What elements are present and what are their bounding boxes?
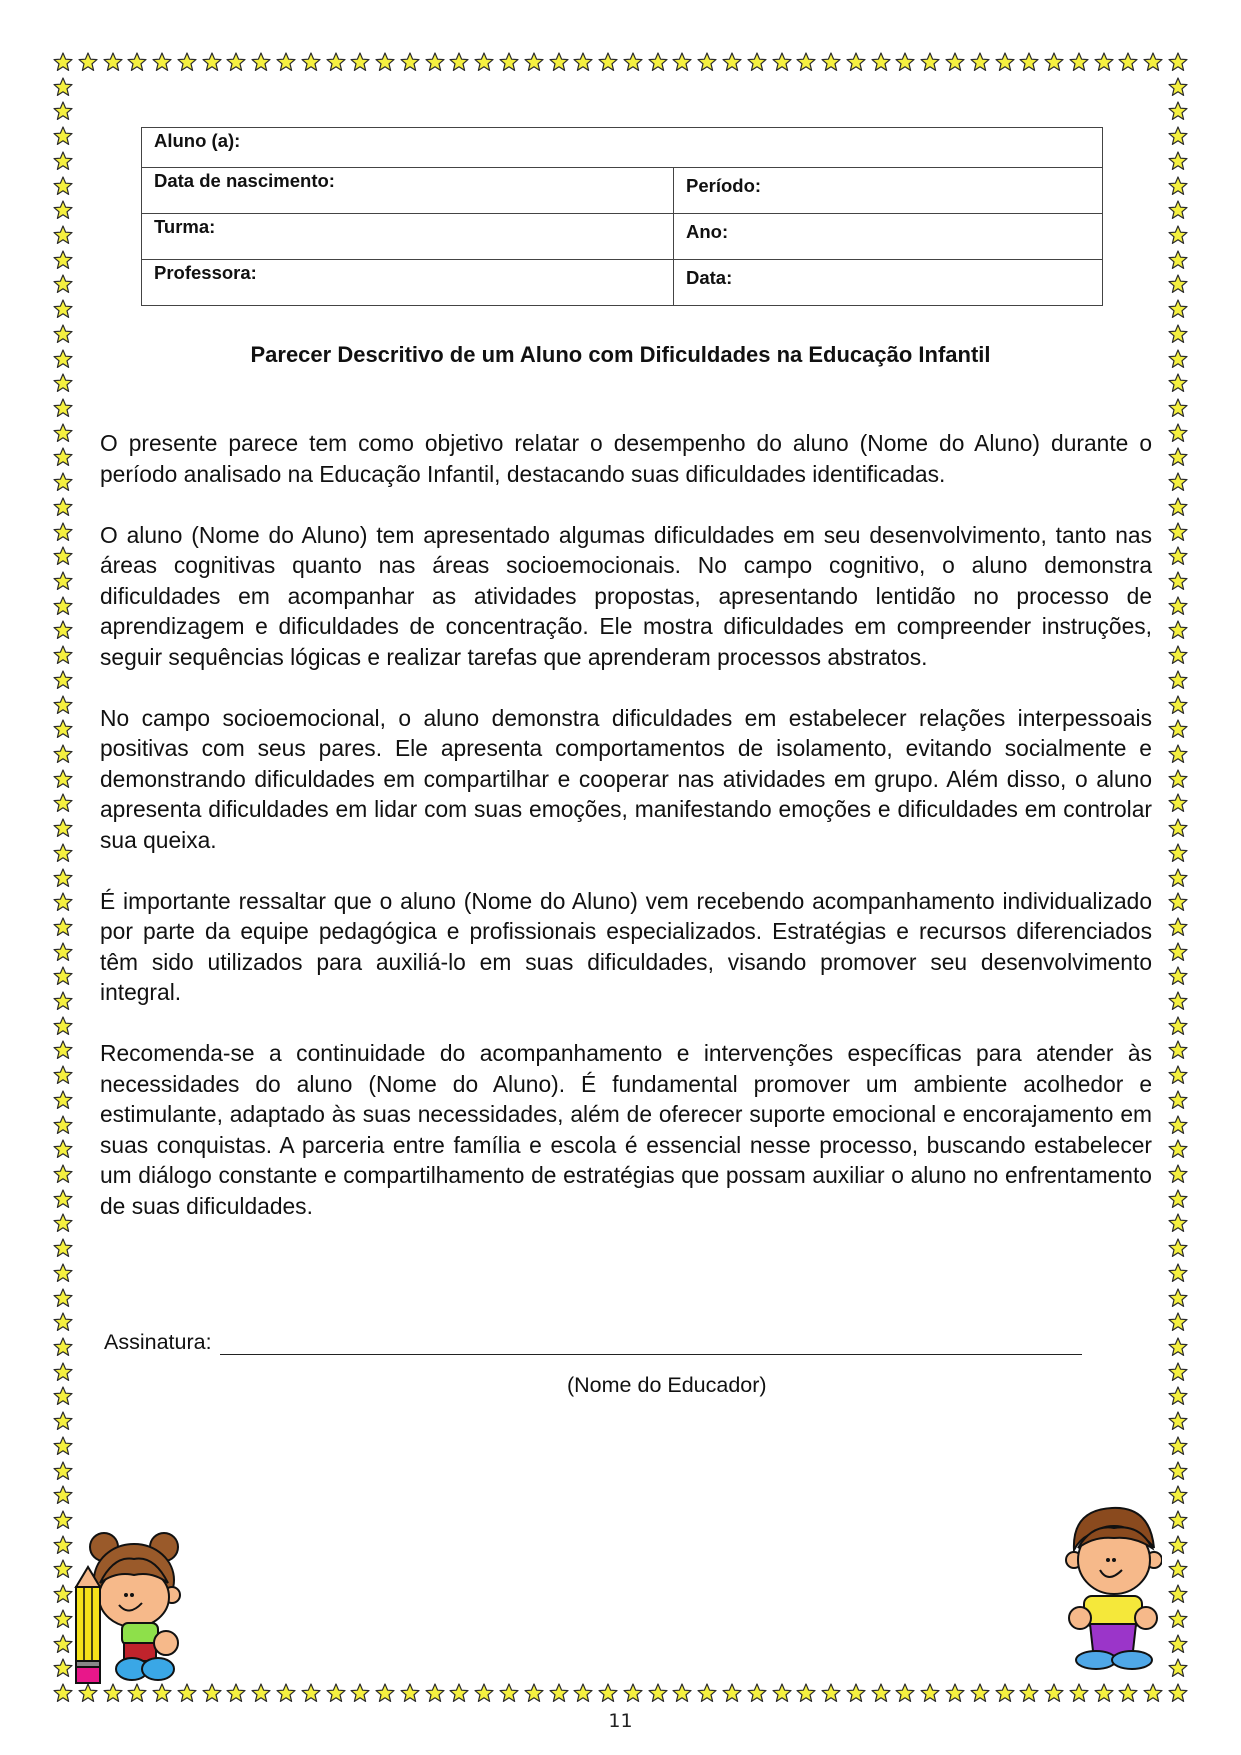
star-icon	[697, 1683, 717, 1703]
star-icon	[648, 1683, 668, 1703]
star-icon	[53, 991, 73, 1011]
table-row	[142, 128, 1103, 168]
star-icon	[1168, 1312, 1188, 1332]
star-icon	[499, 52, 519, 72]
star-icon	[1168, 324, 1188, 344]
star-icon	[995, 52, 1015, 72]
star-icon	[796, 52, 816, 72]
star-icon	[251, 52, 271, 72]
star-icon	[1168, 447, 1188, 467]
star-icon	[350, 1683, 370, 1703]
paragraph-support: É importante ressaltar que o aluno (Nome do Aluno) vem recebendo acompanhamento individualizado por parte da equipe pedagógica e profissionais especializados. Estratégias e recursos diferenciados têm sido utilizados para auxiliá-lo em suas dificuldades, visando promover seu desenvolvimento integral.	[100, 887, 1152, 1005]
star-icon	[598, 52, 618, 72]
star-icon	[1168, 52, 1188, 72]
star-icon	[846, 52, 866, 72]
star-icon	[53, 77, 73, 97]
star-icon	[78, 52, 98, 72]
star-icon	[103, 52, 123, 72]
star-icon	[1168, 423, 1188, 443]
paragraph-cognitive: O aluno (Nome do Aluno) tem apresentado algumas dificuldades em seu desenvolvimento, tanto nas áreas cognitivas quanto nas áreas socioemocionais. No campo cognitivo, o aluno demonstra dificuldades em acompanhar as atividades propostas, apresentando lentidão no processo de aprendizagem e dificuldades de concentração. Ele mostra dificuldades em compreender instruções, seguir sequências lógicas e realizar tarefas que aprenderam processos abstratos.	[100, 521, 1152, 670]
star-icon	[1168, 373, 1188, 393]
star-icon	[425, 1683, 445, 1703]
star-icon	[1168, 991, 1188, 1011]
star-icon	[53, 1683, 73, 1703]
star-icon	[1168, 1090, 1188, 1110]
star-icon	[1168, 892, 1188, 912]
star-icon	[53, 447, 73, 467]
star-icon	[1168, 1139, 1188, 1159]
student-name-field[interactable]	[142, 128, 1103, 168]
star-icon	[1168, 596, 1188, 616]
star-icon	[1168, 1263, 1188, 1283]
star-icon	[127, 52, 147, 72]
star-icon	[920, 1683, 940, 1703]
star-icon	[474, 52, 494, 72]
star-icon	[53, 274, 73, 294]
girl-illustration-icon	[74, 1525, 194, 1685]
star-icon	[995, 1683, 1015, 1703]
star-icon	[1094, 52, 1114, 72]
paragraph-intro: O presente parece tem como objetivo relatar o desempenho do aluno (Nome do Aluno) durante o período analisado na Educação Infantil, destacando suas dificuldades identificadas.	[100, 430, 1152, 487]
star-icon	[53, 1164, 73, 1184]
teacher-field[interactable]	[142, 260, 674, 306]
star-icon	[672, 52, 692, 72]
star-icon	[53, 1139, 73, 1159]
star-icon	[53, 719, 73, 739]
star-icon	[1168, 670, 1188, 690]
star-icon	[1168, 472, 1188, 492]
star-icon	[648, 52, 668, 72]
star-icon	[1168, 793, 1188, 813]
star-icon	[1168, 1411, 1188, 1431]
star-icon	[53, 225, 73, 245]
star-icon	[1168, 522, 1188, 542]
star-icon	[53, 966, 73, 986]
star-icon	[53, 1436, 73, 1456]
star-icon	[53, 472, 73, 492]
table-row	[142, 168, 1103, 214]
star-icon	[970, 1683, 990, 1703]
star-icon	[672, 1683, 692, 1703]
star-icon	[152, 52, 172, 72]
star-icon	[1069, 52, 1089, 72]
star-icon	[1143, 52, 1163, 72]
star-icon	[1168, 299, 1188, 319]
star-icon	[53, 1634, 73, 1654]
star-icon	[920, 52, 940, 72]
star-icon	[1168, 1238, 1188, 1258]
star-icon	[53, 1115, 73, 1135]
star-icon	[895, 52, 915, 72]
class-label: Turma:	[154, 216, 216, 237]
star-icon	[747, 52, 767, 72]
signature-label: Assinatura:	[104, 1330, 212, 1354]
star-icon	[375, 52, 395, 72]
star-icon	[53, 423, 73, 443]
paragraph-recommendation: Recomenda-se a continuidade do acompanhamento e intervenções específicas para atender às necessidades do aluno (Nome do Aluno). É fundamental promover um ambiente acolhedor e estimulante, adaptado às suas necessidades, além de oferecer suporte emocional e encorajamento em suas conquistas. A parceria entre família e escola é essencial nesse processo, buscando estabelecer um diálogo constante e compartilhamento de estratégias que possam auxiliar o aluno no enfrentamento de suas dificuldades.	[100, 1040, 1152, 1219]
star-icon	[1168, 868, 1188, 888]
signature-line[interactable]	[220, 1332, 1082, 1355]
star-icon	[1168, 497, 1188, 517]
star-icon	[1168, 769, 1188, 789]
star-icon	[53, 1485, 73, 1505]
star-icon	[53, 151, 73, 171]
star-icon	[499, 1683, 519, 1703]
star-icon	[53, 942, 73, 962]
star-icon	[1168, 942, 1188, 962]
star-icon	[1069, 1683, 1089, 1703]
star-icon	[53, 843, 73, 863]
star-icon	[53, 126, 73, 146]
star-icon	[573, 1683, 593, 1703]
star-icon	[1168, 200, 1188, 220]
star-icon	[53, 1312, 73, 1332]
star-icon	[1168, 101, 1188, 121]
star-icon	[895, 1683, 915, 1703]
star-icon	[623, 52, 643, 72]
star-icon	[53, 1040, 73, 1060]
star-icon	[1168, 695, 1188, 715]
signature-block	[104, 1330, 1082, 1355]
star-icon	[1168, 250, 1188, 270]
star-icon	[1168, 546, 1188, 566]
star-icon	[53, 1090, 73, 1110]
star-icon	[1168, 645, 1188, 665]
birth-date-field[interactable]	[142, 168, 674, 214]
star-icon	[53, 695, 73, 715]
star-icon	[1168, 1016, 1188, 1036]
star-icon	[53, 744, 73, 764]
star-icon	[301, 52, 321, 72]
educator-name-label: (Nome do Educador)	[567, 1373, 767, 1397]
star-icon	[1168, 571, 1188, 591]
star-icon	[1118, 52, 1138, 72]
star-icon	[53, 1609, 73, 1629]
star-icon	[1168, 620, 1188, 640]
star-icon	[53, 1584, 73, 1604]
star-icon	[53, 793, 73, 813]
star-icon	[821, 52, 841, 72]
star-icon	[53, 200, 73, 220]
star-icon	[722, 1683, 742, 1703]
star-icon	[1168, 77, 1188, 97]
star-icon	[53, 769, 73, 789]
star-icon	[53, 917, 73, 937]
star-icon	[53, 1658, 73, 1678]
star-icon	[945, 52, 965, 72]
star-icon	[53, 522, 73, 542]
star-icon	[1168, 917, 1188, 937]
star-icon	[1168, 225, 1188, 245]
star-icon	[474, 1683, 494, 1703]
star-icon	[276, 1683, 296, 1703]
year-label: Ano:	[686, 221, 729, 242]
star-icon	[1168, 1510, 1188, 1530]
star-icon	[1168, 818, 1188, 838]
star-icon	[1168, 719, 1188, 739]
star-icon	[1168, 1189, 1188, 1209]
star-icon	[375, 1683, 395, 1703]
boy-illustration-icon	[1062, 1500, 1162, 1670]
star-icon	[301, 1683, 321, 1703]
star-icon	[1168, 1065, 1188, 1085]
star-icon	[53, 546, 73, 566]
star-icon	[53, 373, 73, 393]
star-icon	[1168, 744, 1188, 764]
star-icon	[1168, 1386, 1188, 1406]
star-icon	[226, 1683, 246, 1703]
star-icon	[1168, 1213, 1188, 1233]
star-icon	[1143, 1683, 1163, 1703]
star-icon	[226, 52, 246, 72]
star-icon	[1168, 126, 1188, 146]
star-icon	[53, 571, 73, 591]
table-row	[142, 260, 1103, 306]
star-icon	[53, 1065, 73, 1085]
star-icon	[1168, 398, 1188, 418]
star-icon	[53, 497, 73, 517]
star-icon	[524, 1683, 544, 1703]
star-icon	[1168, 1609, 1188, 1629]
student-info-table	[141, 127, 1103, 306]
star-icon	[53, 101, 73, 121]
star-icon	[1044, 52, 1064, 72]
star-icon	[53, 1016, 73, 1036]
star-icon	[400, 52, 420, 72]
star-icon	[53, 1238, 73, 1258]
student-name-label: Aluno (a):	[154, 130, 241, 151]
star-icon	[846, 1683, 866, 1703]
boy-sitting-illustration	[1062, 1500, 1162, 1675]
star-icon	[1168, 1362, 1188, 1382]
star-icon	[970, 52, 990, 72]
star-icon	[449, 1683, 469, 1703]
star-icon	[1094, 1683, 1114, 1703]
star-icon	[1019, 1683, 1039, 1703]
star-icon	[53, 1411, 73, 1431]
star-icon	[796, 1683, 816, 1703]
star-icon	[1168, 1535, 1188, 1555]
star-icon	[53, 176, 73, 196]
star-icon	[53, 596, 73, 616]
star-icon	[449, 52, 469, 72]
star-icon	[53, 892, 73, 912]
star-icon	[53, 1263, 73, 1283]
star-icon	[697, 52, 717, 72]
star-icon	[53, 868, 73, 888]
star-icon	[251, 1683, 271, 1703]
star-icon	[53, 1189, 73, 1209]
star-icon	[1168, 1584, 1188, 1604]
star-icon	[53, 645, 73, 665]
star-icon	[1168, 151, 1188, 171]
star-icon	[747, 1683, 767, 1703]
star-icon	[400, 1683, 420, 1703]
star-icon	[1168, 176, 1188, 196]
star-icon	[871, 1683, 891, 1703]
paragraph-socioemotional: No campo socioemocional, o aluno demonstra dificuldades em estabelecer relações interpessoais positivas com seus pares. Ele apresenta comportamentos de isolamento, evitando socialmente e demonstrando dificuldades em compartilhar e cooperar nas atividades em grupo. Além disso, o aluno apresenta dificuldades em lidar com suas emoções, manifestando emoções e dificuldades em controlar sua queixa.	[100, 704, 1152, 853]
star-icon	[350, 52, 370, 72]
star-icon	[202, 1683, 222, 1703]
document-body	[100, 428, 1152, 1252]
period-label: Período:	[686, 175, 762, 196]
star-icon	[53, 1362, 73, 1382]
star-icon	[53, 1461, 73, 1481]
star-icon	[1168, 1337, 1188, 1357]
star-icon	[772, 1683, 792, 1703]
star-icon	[1168, 1461, 1188, 1481]
star-icon	[524, 52, 544, 72]
star-icon	[549, 52, 569, 72]
star-icon	[1168, 1683, 1188, 1703]
star-icon	[1118, 1683, 1138, 1703]
star-icon	[1168, 1288, 1188, 1308]
star-icon	[1168, 843, 1188, 863]
star-icon	[53, 1288, 73, 1308]
year-field[interactable]	[674, 214, 1103, 260]
star-icon	[871, 52, 891, 72]
star-icon	[202, 52, 222, 72]
star-icon	[53, 1535, 73, 1555]
teacher-label: Professora:	[154, 262, 257, 283]
date-field[interactable]	[674, 260, 1103, 306]
star-icon	[53, 398, 73, 418]
star-icon	[1168, 1485, 1188, 1505]
star-icon	[1019, 52, 1039, 72]
star-icon	[53, 818, 73, 838]
star-icon	[53, 1386, 73, 1406]
star-icon	[722, 52, 742, 72]
star-icon	[53, 670, 73, 690]
star-icon	[573, 52, 593, 72]
star-icon	[53, 1213, 73, 1233]
star-icon	[1168, 1436, 1188, 1456]
star-icon	[1168, 966, 1188, 986]
period-field[interactable]	[674, 168, 1103, 214]
star-icon	[623, 1683, 643, 1703]
star-icon	[177, 52, 197, 72]
star-icon	[1168, 1559, 1188, 1579]
star-icon	[53, 1337, 73, 1357]
star-icon	[53, 620, 73, 640]
star-icon	[53, 250, 73, 270]
star-icon	[1168, 1634, 1188, 1654]
document-title: Parecer Descritivo de um Aluno com Dificuldades na Educação Infantil	[250, 342, 991, 367]
birth-date-label: Data de nascimento:	[154, 170, 335, 191]
class-field[interactable]	[142, 214, 674, 260]
table-row	[142, 214, 1103, 260]
star-icon	[772, 52, 792, 72]
star-icon	[53, 1510, 73, 1530]
star-icon	[1168, 1040, 1188, 1060]
star-icon	[1168, 274, 1188, 294]
star-icon	[326, 52, 346, 72]
star-icon	[1168, 1658, 1188, 1678]
date-label: Data:	[686, 267, 733, 288]
star-icon	[945, 1683, 965, 1703]
star-icon	[549, 1683, 569, 1703]
star-icon	[1168, 1164, 1188, 1184]
star-icon	[53, 52, 73, 72]
girl-with-pencil-illustration	[74, 1525, 194, 1690]
star-icon	[425, 52, 445, 72]
star-icon	[1044, 1683, 1064, 1703]
star-icon	[53, 324, 73, 344]
star-icon	[598, 1683, 618, 1703]
star-icon	[276, 52, 296, 72]
star-icon	[1168, 1115, 1188, 1135]
star-icon	[53, 1559, 73, 1579]
star-icon	[821, 1683, 841, 1703]
star-icon	[53, 299, 73, 319]
page-number: 11	[608, 1710, 633, 1732]
star-icon	[326, 1683, 346, 1703]
